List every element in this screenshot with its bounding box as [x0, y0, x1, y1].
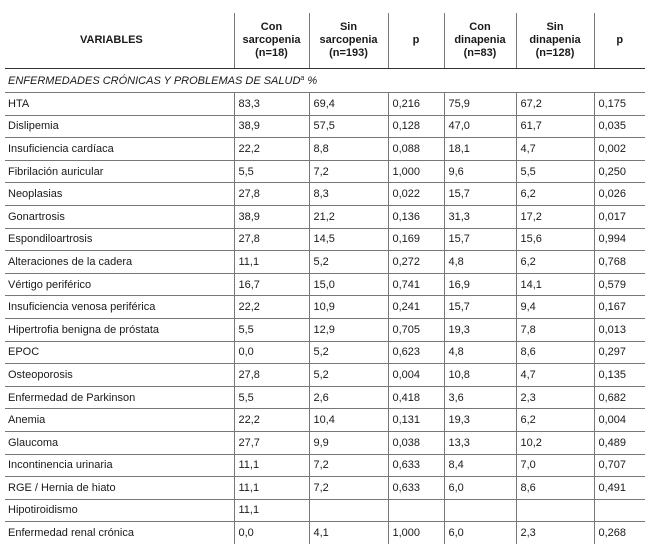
sin-sarcopenia-cell: 5,2: [309, 251, 388, 274]
header-p-dinapenia: p: [594, 13, 645, 69]
con-dinapenia-cell: [444, 499, 516, 522]
sin-dinapenia-cell: 5,5: [516, 160, 594, 183]
con-sarcopenia-cell: 5,5: [234, 386, 309, 409]
p-dinapenia-cell: 0,167: [594, 296, 645, 319]
p-dinapenia-cell: 0,707: [594, 454, 645, 477]
con-dinapenia-cell: 4,8: [444, 251, 516, 274]
sin-dinapenia-cell: 8,6: [516, 341, 594, 364]
variable-cell: Enfermedad renal crónica: [8, 527, 134, 540]
sin-dinapenia-cell: 6,2: [516, 409, 594, 432]
sin-sarcopenia-cell: 57,5: [309, 115, 388, 138]
section-row: [5, 69, 645, 93]
sin-dinapenia-cell: 8,6: [516, 477, 594, 500]
variable-cell: Neoplasias: [5, 183, 234, 206]
variable-cell: Enfermedad de Parkinson: [5, 386, 234, 409]
p-dinapenia-cell: 0,175: [594, 93, 645, 116]
sin-sarcopenia-cell: 9,9: [309, 431, 388, 454]
sin-sarcopenia-cell: 7,2: [309, 454, 388, 477]
sin-sarcopenia-cell: 12,9: [309, 318, 388, 341]
variable-cell: Dislipemia: [5, 115, 234, 138]
sin-sarcopenia-cell: 2,6: [309, 386, 388, 409]
p-sarcopenia-cell: [388, 499, 444, 522]
sin-sarcopenia-cell: 21,2: [309, 205, 388, 228]
p-sarcopenia-cell: 0,272: [388, 251, 444, 274]
con-dinapenia-cell: 31,3: [444, 205, 516, 228]
variable-cell: Fibrilación auricular: [5, 160, 234, 183]
con-sarcopenia-cell: 22,2: [234, 296, 309, 319]
con-sarcopenia-cell: 83,3: [234, 93, 309, 116]
p-dinapenia-cell: 0,579: [594, 273, 645, 296]
sin-sarcopenia-cell: 7,2: [309, 160, 388, 183]
con-sarcopenia-cell: 0,0: [234, 522, 309, 544]
table-header: [5, 13, 645, 69]
p-dinapenia-cell: 0,013: [594, 318, 645, 341]
p-sarcopenia-cell: 0,169: [388, 228, 444, 251]
header-sin-sarcopenia: Sin sarcopenia (n=193): [309, 13, 388, 69]
con-sarcopenia-cell: 22,2: [234, 138, 309, 161]
p-dinapenia-cell: 0,268: [594, 522, 645, 544]
sin-dinapenia-cell: 2,3: [516, 522, 594, 544]
p-sarcopenia-cell: 0,741: [388, 273, 444, 296]
sin-dinapenia-cell: 10,2: [516, 431, 594, 454]
sin-sarcopenia-cell: 14,5: [309, 228, 388, 251]
table-row: [5, 115, 645, 138]
con-dinapenia-cell: 15,7: [444, 296, 516, 319]
con-sarcopenia-cell: 0,0: [234, 341, 309, 364]
table-row: [5, 205, 645, 228]
con-dinapenia-cell: 19,3: [444, 318, 516, 341]
sin-dinapenia-cell: 7,8: [516, 318, 594, 341]
sin-dinapenia-cell: 9,4: [516, 296, 594, 319]
p-sarcopenia-cell: 0,128: [388, 115, 444, 138]
variable-cell: HTA: [5, 93, 234, 116]
con-dinapenia-cell: 6,0: [444, 477, 516, 500]
con-sarcopenia-cell: 27,8: [234, 183, 309, 206]
con-sarcopenia-cell: 11,1: [234, 477, 309, 500]
sin-dinapenia-cell: 4,7: [516, 138, 594, 161]
con-sarcopenia-cell: 22,2: [234, 409, 309, 432]
sin-sarcopenia-cell: 10,9: [309, 296, 388, 319]
variable-cell: EPOC: [5, 341, 234, 364]
con-dinapenia-cell: 9,6: [444, 160, 516, 183]
con-sarcopenia-cell: 11,1: [234, 499, 309, 522]
con-dinapenia-cell: 16,9: [444, 273, 516, 296]
header-con-sarcopenia: Con sarcopenia (n=18): [234, 13, 309, 69]
sin-dinapenia-cell: 14,1: [516, 273, 594, 296]
table-row: [5, 386, 645, 409]
con-dinapenia-cell: 18,1: [444, 138, 516, 161]
sin-sarcopenia-cell: 8,8: [309, 138, 388, 161]
table-row: [5, 409, 645, 432]
table-row: [5, 431, 645, 454]
con-dinapenia-cell: 15,7: [444, 183, 516, 206]
p-dinapenia-cell: 0,994: [594, 228, 645, 251]
table-row: [5, 454, 645, 477]
con-dinapenia-cell: 13,3: [444, 431, 516, 454]
table-row: [5, 499, 645, 522]
p-sarcopenia-cell: 1,000: [388, 522, 444, 544]
sin-sarcopenia-cell: [309, 499, 388, 522]
con-dinapenia-cell: 47,0: [444, 115, 516, 138]
p-sarcopenia-cell: 0,088: [388, 138, 444, 161]
p-dinapenia-cell: 0,004: [594, 409, 645, 432]
table-row: [5, 273, 645, 296]
variable-cell: Hipotiroidismo: [5, 499, 234, 522]
table-container: [5, 13, 645, 544]
p-sarcopenia-cell: 0,241: [388, 296, 444, 319]
p-sarcopenia-cell: 0,623: [388, 341, 444, 364]
con-sarcopenia-cell: 11,1: [234, 454, 309, 477]
sin-sarcopenia-cell: 15,0: [309, 273, 388, 296]
con-sarcopenia-cell: 38,9: [234, 205, 309, 228]
con-dinapenia-cell: 8,4: [444, 454, 516, 477]
p-sarcopenia-cell: 0,131: [388, 409, 444, 432]
p-sarcopenia-cell: 0,216: [388, 93, 444, 116]
p-dinapenia-cell: 0,017: [594, 205, 645, 228]
p-sarcopenia-cell: 0,004: [388, 364, 444, 387]
p-sarcopenia-cell: 0,038: [388, 431, 444, 454]
p-dinapenia-cell: 0,250: [594, 160, 645, 183]
header-con-dinapenia: Con dinapenia (n=83): [444, 13, 516, 69]
variable-cell: Hipertrofia benigna de próstata: [5, 318, 234, 341]
table-row: [5, 183, 645, 206]
p-dinapenia-cell: 0,768: [594, 251, 645, 274]
variable-cell: Espondiloartrosis: [5, 228, 234, 251]
p-sarcopenia-cell: 0,136: [388, 205, 444, 228]
sin-dinapenia-cell: 4,7: [516, 364, 594, 387]
sin-dinapenia-cell: 17,2: [516, 205, 594, 228]
sin-sarcopenia-cell: 5,2: [309, 341, 388, 364]
variable-cell: Insuficiencia venosa periférica: [5, 296, 234, 319]
p-sarcopenia-cell: 0,633: [388, 477, 444, 500]
sin-sarcopenia-cell: 8,3: [309, 183, 388, 206]
header-variables: VARIABLES: [5, 13, 234, 69]
variable-cell: Gonartrosis: [5, 205, 234, 228]
table-row: [5, 318, 645, 341]
sin-sarcopenia-cell: 10,4: [309, 409, 388, 432]
p-sarcopenia-cell: 0,633: [388, 454, 444, 477]
table-row: [5, 477, 645, 500]
table-row: [5, 251, 645, 274]
sin-dinapenia-cell: 6,2: [516, 251, 594, 274]
p-sarcopenia-cell: 0,418: [388, 386, 444, 409]
sin-dinapenia-cell: 2,3: [516, 386, 594, 409]
con-sarcopenia-cell: 16,7: [234, 273, 309, 296]
con-sarcopenia-cell: 38,9: [234, 115, 309, 138]
table-row: [5, 228, 645, 251]
variable-cell: Anemia: [5, 409, 234, 432]
table-body: [5, 69, 645, 544]
p-dinapenia-cell: 0,682: [594, 386, 645, 409]
sin-dinapenia-cell: 7,0: [516, 454, 594, 477]
p-sarcopenia-cell: 0,022: [388, 183, 444, 206]
variable-cell: RGE / Hernia de hiato: [5, 477, 234, 500]
con-dinapenia-cell: 15,7: [444, 228, 516, 251]
p-dinapenia-cell: [594, 499, 645, 522]
table-row: [5, 364, 645, 387]
con-sarcopenia-cell: 27,8: [234, 228, 309, 251]
con-dinapenia-cell: 3,6: [444, 386, 516, 409]
variable-cell: Vértigo periférico: [5, 273, 234, 296]
section-title: ENFERMEDADES CRÓNICAS Y PROBLEMAS DE SALUD$^a$ %: [5, 69, 645, 93]
con-dinapenia-cell: 19,3: [444, 409, 516, 432]
p-dinapenia-cell: 0,491: [594, 477, 645, 500]
table-row: [5, 93, 645, 116]
p-dinapenia-cell: 0,026: [594, 183, 645, 206]
con-sarcopenia-cell: 11,1: [234, 251, 309, 274]
p-sarcopenia-cell: 1,000: [388, 160, 444, 183]
con-sarcopenia-cell: 27,8: [234, 364, 309, 387]
con-sarcopenia-cell: 5,5: [234, 160, 309, 183]
con-dinapenia-cell: 6,0: [444, 522, 516, 544]
header-p-sarcopenia: p: [388, 13, 444, 69]
variable-cell: Osteoporosis: [5, 364, 234, 387]
table-row: [5, 341, 645, 364]
header-sin-dinapenia: Sin dinapenia (n=128): [516, 13, 594, 69]
table-row: [5, 296, 645, 319]
sin-dinapenia-cell: 6,2: [516, 183, 594, 206]
sin-dinapenia-cell: 61,7: [516, 115, 594, 138]
con-sarcopenia-cell: 27,7: [234, 431, 309, 454]
p-dinapenia-cell: 0,002: [594, 138, 645, 161]
variable-cell: Alteraciones de la cadera: [5, 251, 234, 274]
p-dinapenia-cell: 0,035: [594, 115, 645, 138]
table-row: [5, 138, 645, 161]
sin-sarcopenia-cell: 69,4: [309, 93, 388, 116]
variable-cell: Insuficiencia cardíaca: [5, 138, 234, 161]
sin-sarcopenia-cell: 4,1: [309, 522, 388, 544]
variable-cell: Incontinencia urinaria: [5, 454, 234, 477]
con-dinapenia-cell: 10,8: [444, 364, 516, 387]
con-sarcopenia-cell: 5,5: [234, 318, 309, 341]
con-dinapenia-cell: 75,9: [444, 93, 516, 116]
sin-dinapenia-cell: 67,2: [516, 93, 594, 116]
p-sarcopenia-cell: 0,705: [388, 318, 444, 341]
p-dinapenia-cell: 0,135: [594, 364, 645, 387]
sin-sarcopenia-cell: 5,2: [309, 364, 388, 387]
p-dinapenia-cell: 0,297: [594, 341, 645, 364]
p-dinapenia-cell: 0,489: [594, 431, 645, 454]
sin-dinapenia-cell: [516, 499, 594, 522]
table-row: [5, 160, 645, 183]
table-row: [5, 522, 645, 544]
variable-cell: Glaucoma: [5, 431, 234, 454]
con-dinapenia-cell: 4,8: [444, 341, 516, 364]
sin-dinapenia-cell: 15,6: [516, 228, 594, 251]
data-table: [5, 13, 645, 544]
sin-sarcopenia-cell: 7,2: [309, 477, 388, 500]
